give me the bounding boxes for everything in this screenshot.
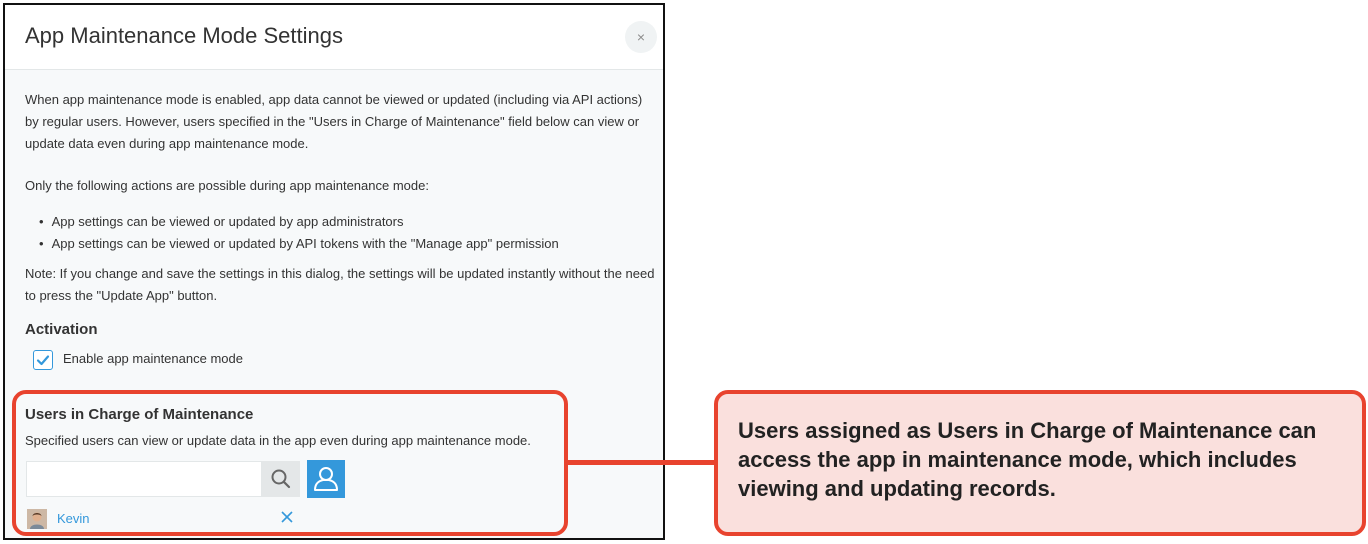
- checkmark-icon: [34, 351, 52, 369]
- note-text: Note: If you change and save the settings in this dialog, the settings will be updated instantly without the need to press the "Update App" button.: [25, 266, 655, 303]
- list-item: • App settings can be viewed or updated by API tokens with the "Manage app" permission: [39, 233, 559, 255]
- selected-user-link[interactable]: Kevin: [57, 511, 90, 526]
- close-icon: ×: [636, 29, 646, 45]
- activation-title: Activation: [25, 321, 98, 338]
- close-button[interactable]: [625, 21, 657, 53]
- callout-prefix: Users assigned as: [738, 418, 938, 443]
- callout-box: [714, 390, 1366, 536]
- checkbox-label: Enable app maintenance mode: [63, 351, 243, 366]
- maintenance-mode-checkbox[interactable]: [33, 350, 53, 370]
- callout-connector: [568, 460, 715, 465]
- actions-list: [39, 211, 559, 255]
- users-section-title: Users in Charge of Maintenance: [25, 406, 254, 423]
- callout-suffix: can access the app in maintenance mode, which includes viewing and updating records.: [738, 418, 1317, 501]
- actions-intro: Only the following actions are possible during app maintenance mode:: [25, 178, 429, 193]
- highlight-frame: [12, 390, 568, 536]
- callout-text: [738, 416, 1348, 503]
- dialog-header: [5, 5, 663, 70]
- intro-text: When app maintenance mode is enabled, app data cannot be viewed or updated (including via API actions) by regular users. However, users specified in the "Users in Charge of Maintenance" field below can view or update data even during app maintenance mode.: [25, 92, 643, 151]
- list-item: • App settings can be viewed or updated by app administrators: [39, 211, 559, 233]
- callout-emphasis: Users in Charge of Maintenance: [937, 418, 1273, 443]
- users-section-description: Specified users can view or update data in the app even during app maintenance mode.: [25, 433, 531, 448]
- dialog-title: App Maintenance Mode Settings: [25, 23, 343, 48]
